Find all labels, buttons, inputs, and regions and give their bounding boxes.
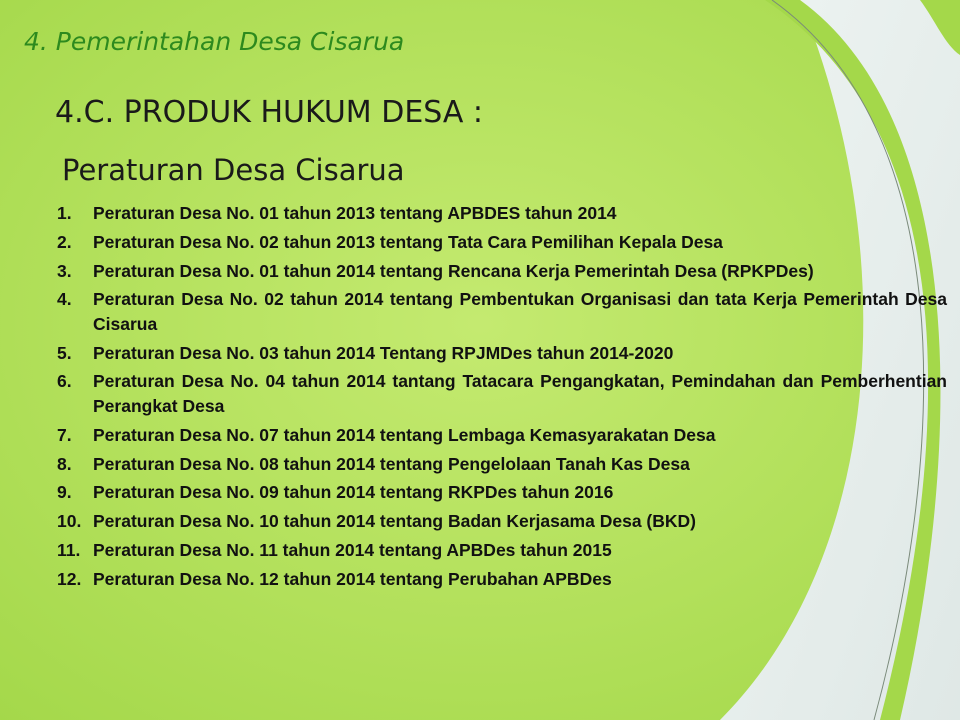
list-item-text: Peraturan Desa No. 12 tahun 2014 tentang Perubahan APBDes — [93, 568, 612, 589]
list-item — [57, 509, 947, 534]
list-item-text: Peraturan Desa No. 10 tahun 2014 tentang Badan Kerjasama Desa (BKD) — [93, 511, 696, 532]
list-item-number: 1. — [57, 203, 72, 223]
section-heading: 4. Pemerintahan Desa Cisarua — [24, 27, 405, 56]
list-item-text: Peraturan Desa No. 01 tahun 2014 tentang Rencana Kerja Pemerintah Desa (RPKPDes) — [93, 260, 814, 281]
list-item — [57, 201, 947, 226]
list-item — [57, 341, 947, 366]
list-item-text: Peraturan Desa No. 09 tahun 2014 tentang RKPDes tahun 2016 — [93, 482, 614, 503]
list-item-number: 8. — [57, 453, 72, 474]
list-item — [57, 567, 947, 592]
list-item-text: Peraturan Desa No. 07 tahun 2014 tentang Lembaga Kemasyarakatan Desa — [93, 424, 716, 445]
list-item — [57, 259, 947, 284]
list-item-number: 4. — [57, 289, 72, 310]
list-item-text: Peraturan Desa No. 08 tahun 2014 tentang Pengelolaan Tanah Kas Desa — [93, 453, 690, 474]
subtitle: Peraturan Desa Cisarua — [62, 153, 405, 187]
list-item-text: Peraturan Desa No. 04 tahun 2014 tantang Tatacara Pengangkatan, Pemindahan dan Pemberhentian Perangkat Desa — [93, 371, 947, 416]
slide-title: 4.C. PRODUK HUKUM DESA : — [55, 95, 484, 130]
list-item-number: 6. — [57, 371, 72, 392]
list-item-text: Peraturan Desa No. 02 tahun 2013 tentang Tata Cara Pemilihan Kepala Desa — [93, 231, 723, 252]
list-item — [57, 230, 947, 255]
list-item-number: 9. — [57, 482, 72, 503]
regulation-list — [57, 201, 947, 596]
list-item-number: 11. — [57, 539, 81, 560]
list-item — [57, 423, 947, 448]
list-item-text: Peraturan Desa No. 11 tahun 2014 tentang APBDes tahun 2015 — [93, 539, 612, 560]
list-item — [57, 538, 947, 563]
list-item-number: 12. — [57, 568, 82, 589]
list-item-number: 10. — [57, 511, 82, 532]
list-item-text: Peraturan Desa No. 03 tahun 2014 Tentang RPJMDes tahun 2014-2020 — [93, 342, 674, 363]
list-item — [57, 480, 947, 505]
list-item — [57, 287, 947, 336]
list-item — [57, 452, 947, 477]
list-item-text: Peraturan Desa No. 02 tahun 2014 tentang Pembentukan Organisasi dan tata Kerja Pemerintah Desa Cisarua — [93, 289, 947, 334]
list-item-text: Peraturan Desa No. 01 tahun 2013 tentang APBDES tahun 2014 — [93, 203, 617, 223]
list-item-number: 2. — [57, 231, 72, 252]
list-item-number: 7. — [57, 424, 72, 445]
list-item-number: 5. — [57, 342, 72, 363]
list-item — [57, 369, 947, 418]
list-item-number: 3. — [57, 260, 72, 281]
